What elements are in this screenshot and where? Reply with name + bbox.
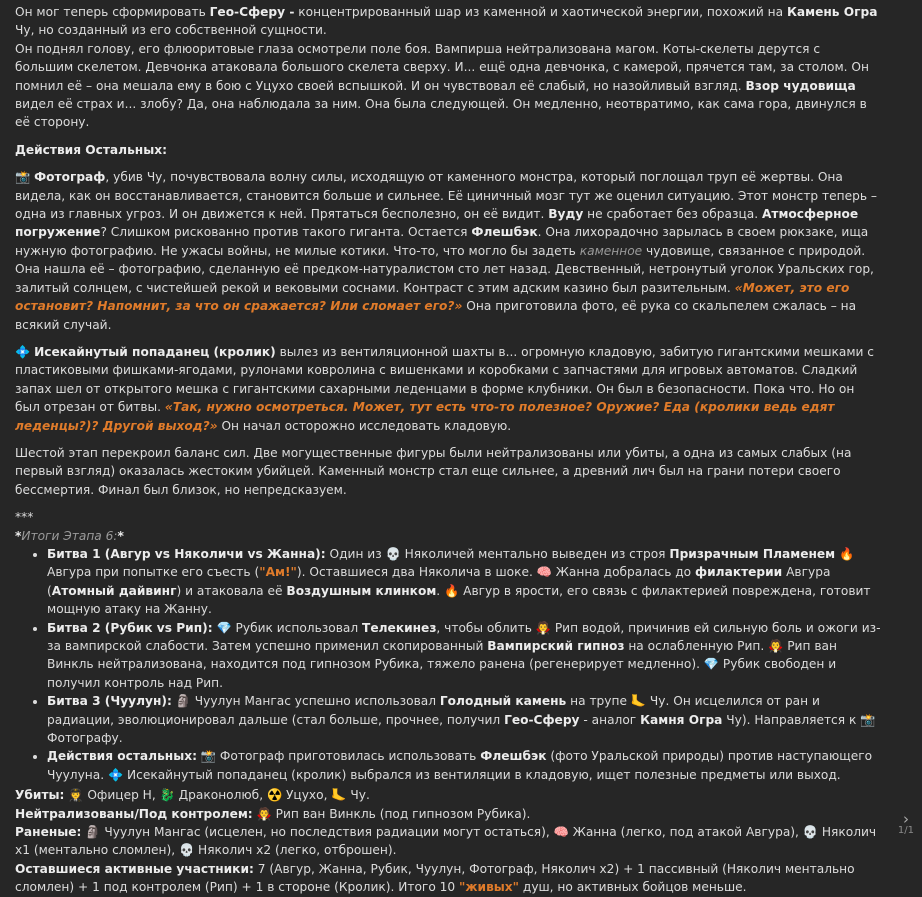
section-heading: Действия Остальных: bbox=[15, 141, 882, 159]
list-item: • Битва 3 (Чуулун): 🗿 Чуулун Мангас успешно использовал Голодный камень на трупе 🦶 Чу. Он исцелился от ран и радиации, эволюционировал дальше (стал больше, прочнее, получил Гео-Сферу - аналог Камня Огра Чу). Направляется к 📸 Фотографу. bbox=[47, 692, 882, 747]
neutralized-line: Нейтрализованы/Под контролем: 🧛 Рип ван Винкль (под гипнозом Рубика). bbox=[15, 805, 882, 823]
paragraph-geo-sphere: Он мог теперь сформировать Гео-Сферу - концентрированный шар из каменной и хаотической энергии, похожий на Камень Огра Чу, но созданный из его собственной сущности. bbox=[15, 3, 882, 40]
diamond-icon: 💠 bbox=[15, 345, 30, 359]
list-item: • Действия остальных: 📸 Фотограф приготовилась использовать Флешбэк (фото Уральской природы) против наступающего Чуулуна. 💠 Исекайнутый попаданец (кролик) выбрался из вентиляции в кладовую, ищет полезные предметы или выход. bbox=[47, 747, 882, 784]
foot-icon: 🦶 bbox=[331, 788, 346, 802]
radioactive-icon: ☢️ bbox=[267, 788, 282, 802]
diamond-icon: 💠 bbox=[108, 768, 123, 782]
summary-list bbox=[15, 545, 882, 784]
separator: *** bbox=[15, 508, 882, 526]
dragon-icon: 🐉 bbox=[160, 788, 175, 802]
page-number: 1/1 bbox=[898, 825, 914, 836]
officer-icon: 🧑‍✈️ bbox=[68, 788, 83, 802]
camera-icon: 📸 bbox=[201, 749, 216, 763]
fire-icon: 🔥 bbox=[444, 584, 459, 598]
skull-icon: 💀 bbox=[803, 825, 818, 839]
vampire-icon: 🧛 bbox=[768, 639, 783, 653]
paragraph-battlefield: Он поднял голову, его флюоритовые глаза осмотрели поле боя. Вампирша нейтрализована магом. Коты-скелеты дерутся с большим скелетом. Девчонка атаковала большого скелета сверху. И... ещё одна девчонка, с камерой, прячется там, за столом. Он помнил её – она мешала ему в бою с Уцухо своей вспышкой. И он чувствовал её слабый, но назойливый взгляд. Взор чудовища видел её страх и... злобу? Да, она наблюдала за ним. Она была следующей. Он медленно, неотвратимо, как сама гора, двинулся в её сторону. bbox=[15, 40, 882, 132]
camera-icon: 📸 bbox=[860, 713, 875, 727]
paragraph-rabbit: 💠 Исекайнутый попаданец (кролик) вылез из вентиляционной шахты в... огромную кладовую, забитую гигантскими мешками с пластиковыми фишками-ягодами, рулонами ковролина с вишенками и коробками с запчастями для игровых автоматов. Сладкий запах шел от открытого мешка с гигантскими сахарными леденцами в форме клубники. Он был в безопасности. Пока что. Но он был отрезан от битвы. «Так, нужно осмотреться. Может, тут есть что-то полезное? Оружие? Еда (кролики ведь едят леденцы?)? Другой выход?» Он начал осторожно исследовать кладовую. bbox=[15, 343, 882, 435]
vampire-icon: 🧛 bbox=[536, 621, 551, 635]
list-item: • Битва 2 (Рубик vs Рип): 💎 Рубик использовал Телекинез, чтобы облить 🧛 Рип водой, причинив ей сильную боль и ожоги из-за вампирской слабости. Затем успешно применил скопированный Вампирский гипноз на ослабленную Рип. 🧛 Рип ван Винкль нейтрализована, находится под гипнозом Рубика, тяжело ранена (регенерирует медленно). 💎 Рубик свободен и получил контроль над Рип. bbox=[47, 619, 882, 693]
killed-line: Убиты: 🧑‍✈️ Офицер Н, 🐉 Драконолюб, ☢️ Уцухо, 🦶 Чу. bbox=[15, 786, 882, 804]
wounded-line: Раненые: 🗿 Чуулун Мангас (исцелен, но последствия радиации могут остаться), 🧠 Жанна (легко, под атакой Авгура), 💀 Няколич x1 (ментально сломлен), 💀 Няколич x2 (легко, отброшен). bbox=[15, 823, 882, 860]
foot-icon: 🦶 bbox=[631, 694, 646, 708]
chevron-right-icon[interactable]: › bbox=[898, 814, 914, 825]
brain-icon: 🧠 bbox=[537, 565, 552, 579]
camera-icon: 📸 bbox=[15, 170, 30, 184]
paragraph-stage-six: Шестой этап перекроил баланс сил. Две могущественные фигуры были нейтрализованы или убиты, а одна из самых слабых (на первый взгляд) оказалась жестоким убийцей. Каменный монстр стал еще сильнее, а древний лич был на грани потери своего бессмертия. Финал был близок, но непредсказуем. bbox=[15, 444, 882, 499]
summary-title: *Итоги Этапа 6:* bbox=[15, 527, 882, 545]
list-item: • Битва 1 (Авгур vs Няколичи vs Жанна): Один из 💀 Няколичей ментально выведен из строя Призрачным Пламенем 🔥 Авгура при попытке его съесть ("Ам!"). Оставшиеся два Няколича в шоке. 🧠 Жанна добралась до филактерии Авгура (Атомный дайвинг) и атаковала её Воздушным клинком. 🔥 Авгур в ярости, его связь с филактерией повреждена, готовит мощную атаку на Жанну. bbox=[47, 545, 882, 619]
fire-icon: 🔥 bbox=[839, 547, 854, 561]
skull-icon: 💀 bbox=[386, 547, 401, 561]
vampire-icon: 🧛 bbox=[257, 807, 272, 821]
gem-icon: 💎 bbox=[216, 621, 231, 635]
skull-icon: 💀 bbox=[179, 843, 194, 857]
paragraph-photographer: 📸 Фотограф, убив Чу, почувствовала волну силы, исходящую от каменного монстра, который поглощал труп её жертвы. Она видела, как он восстанавливается, становится больше и сильнее. Её циничный мозг тут же оценил ситуацию. Этот монстр теперь – одна из главных угроз. И он движется к ней. Прятаться бесполезно, он её видит. Вуду не сработает без образца. Атмосферное погружение? Слишком рискованно против такого гиганта. Остается Флешбэк. Она лихорадочно зарылась в своем рюкзаке, ища нужную фотографию. Не ужасы войны, не милые котики. Что-то, что могло бы задеть каменное чудовище, связанное с природой. Она нашла её – фотографию, сделанную её предком-натуралистом сто лет назад. Девственный, нетронутый уголок Уральских гор, залитый солнцем, с чистейшей рекой и вековыми соснами. Контраст с этим адским казино был разительным. «Может, это его остановит? Напомнит, за что он сражается? Или сломает его?» Она приготовила фото, её рука со скальпелем сжалась – на всякий случай. bbox=[15, 168, 882, 334]
moai-icon: 🗿 bbox=[176, 694, 191, 708]
gem-icon: 💎 bbox=[704, 657, 719, 671]
moai-icon: 🗿 bbox=[85, 825, 100, 839]
remaining-line: Оставшиеся активные участники: 7 (Авгур, Жанна, Рубик, Чуулун, Фотограф, Няколич x2) + 1 пассивный (Няколич ментально сломлен) + 1 под контролем (Рип) + 1 в стороне (Кролик). Итого 10 "живых" душ, но активных бойцов меньше. bbox=[15, 860, 882, 897]
page-indicator[interactable] bbox=[898, 814, 914, 836]
brain-icon: 🧠 bbox=[554, 825, 569, 839]
